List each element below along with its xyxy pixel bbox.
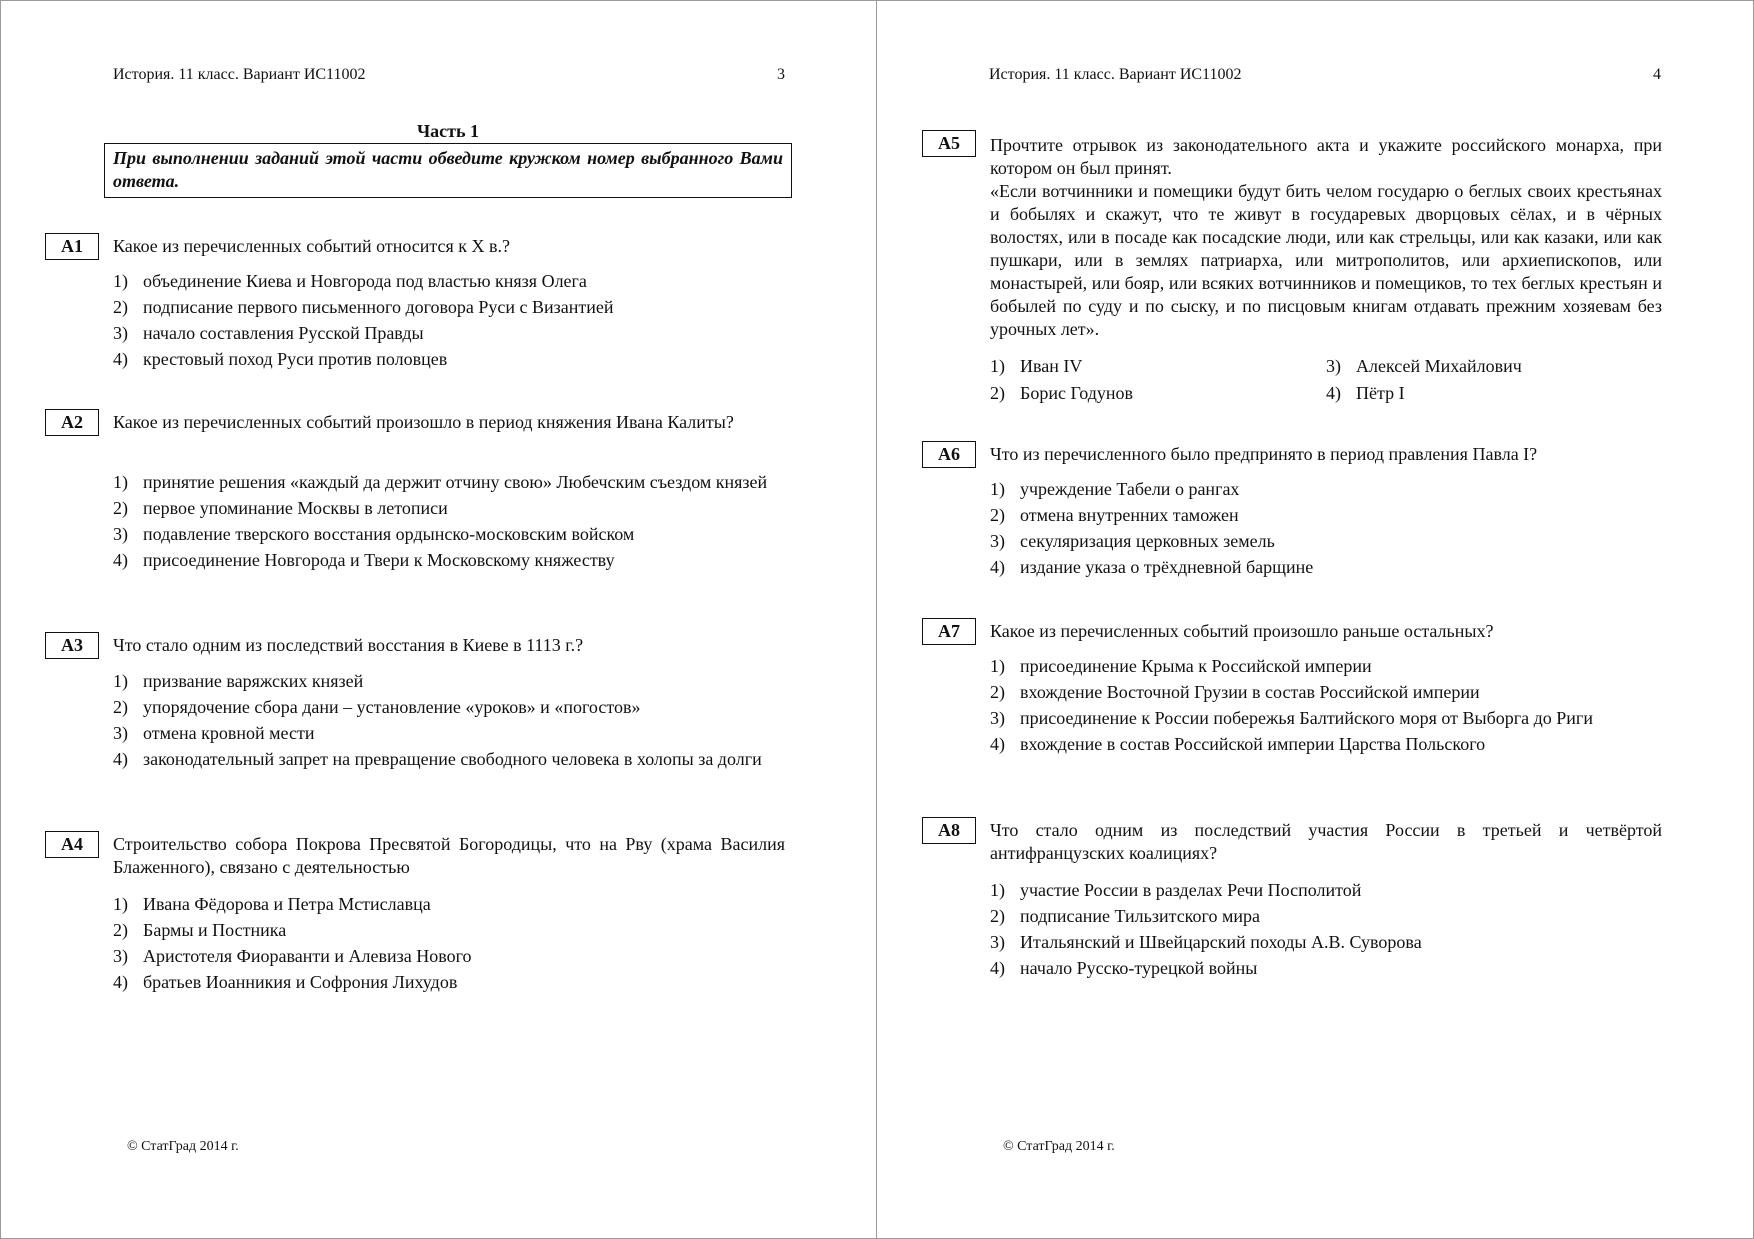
answer-option[interactable]: [113, 893, 785, 915]
answer-option[interactable]: [990, 504, 1662, 526]
option-number: 1): [113, 671, 128, 691]
page-header-title: История. 11 класс. Вариант ИС11002: [989, 66, 1242, 83]
question-text: Что стало одним из последствий восстания в Киеве в 1113 г.?: [113, 635, 584, 655]
answer-option[interactable]: [113, 270, 785, 292]
option-text: участие России в разделах Речи Посполитой: [1020, 880, 1362, 900]
option-number: 4): [990, 734, 1005, 754]
answer-option[interactable]: [990, 931, 1662, 953]
answer-option[interactable]: [113, 696, 785, 718]
answer-option[interactable]: [113, 296, 785, 318]
option-text: Аристотеля Фиораванти и Алевиза Нового: [143, 946, 472, 966]
option-number: 3): [1326, 356, 1341, 376]
page-header-title: История. 11 класс. Вариант ИС11002: [113, 66, 366, 83]
option-number: 2): [990, 682, 1005, 702]
answer-option[interactable]: [1326, 382, 1686, 404]
option-text: Ивана Фёдорова и Петра Мстиславца: [143, 894, 431, 914]
question-text: Что стало одним из последствий участия России в третьей и четвёртой антифранцузских коалициях?: [990, 820, 1662, 863]
option-text: Иван IV: [1020, 356, 1083, 376]
option-number: 3): [113, 946, 128, 966]
answer-option[interactable]: [113, 919, 785, 941]
answer-option[interactable]: [990, 478, 1662, 500]
option-text: присоединение Крыма к Российской империи: [1020, 656, 1372, 676]
option-text: вхождение Восточной Грузии в состав Российской империи: [1020, 682, 1480, 702]
option-text: подписание первого письменного договора Руси с Византией: [143, 297, 614, 317]
page-3: [0, 0, 876, 1239]
answer-options: [113, 893, 785, 997]
option-number: 4): [113, 550, 128, 570]
question-label: A1: [45, 233, 99, 260]
option-number: 1): [113, 472, 128, 492]
option-number: 2): [990, 505, 1005, 525]
option-number: 2): [113, 498, 128, 518]
answer-option[interactable]: [113, 971, 785, 993]
option-number: 4): [113, 749, 128, 769]
option-number: 1): [990, 656, 1005, 676]
option-text: упорядочение сбора дани – установление «уроков» и «погостов»: [143, 697, 641, 717]
answer-option[interactable]: [113, 549, 785, 571]
question-text: Строительство собора Покрова Пресвятой Богородицы, что на Рву (храма Василия Блаженного), связано с деятельностью: [113, 834, 785, 877]
option-text: начало Русско-турецкой войны: [1020, 958, 1258, 978]
option-number: 1): [990, 356, 1005, 376]
answer-option[interactable]: [990, 733, 1662, 755]
answer-option[interactable]: [990, 905, 1662, 927]
answer-option[interactable]: [113, 670, 785, 692]
option-number: 1): [990, 880, 1005, 900]
page-4: [877, 0, 1754, 1239]
answer-option[interactable]: [990, 681, 1662, 703]
option-number: 3): [990, 708, 1005, 728]
part-title: Часть 1: [416, 121, 480, 141]
answer-options: [990, 879, 1662, 983]
option-text: Итальянский и Швейцарский походы А.В. Суворова: [1020, 932, 1422, 952]
option-text: подписание Тильзитского мира: [1020, 906, 1260, 926]
option-number: 4): [113, 972, 128, 992]
option-text: принятие решения «каждый да держит отчину свою» Любечским съездом князей: [143, 472, 768, 492]
option-text: объединение Киева и Новгорода под властью князя Олега: [143, 271, 587, 291]
option-text: отмена кровной мести: [143, 723, 315, 743]
option-text: секуляризация церковных земель: [1020, 531, 1275, 551]
question-prompt: Прочтите отрывок из законодательного акта и укажите российского монарха, при котором он был принят.: [990, 135, 1662, 178]
instruction-box: При выполнении заданий этой части обведите кружком номер выбранного Вами ответа.: [104, 143, 792, 198]
question-text: [990, 134, 1662, 341]
option-text: крестовый поход Руси против половцев: [143, 349, 448, 369]
question-quote: «Если вотчинники и помещики будут бить челом государю о беглых своих крестьянах и бобылях и скажут, что те живут в государевых дворцовых сёлах, и в чёрных волостях, или в посаде как посадские люди, или как стрельцы, или как казаки, или как пушкари, или в землях патриарха, или митрополитов, или архиепископов, или монастырей, или бояр, или всяких вотчинников и помещиков, то тех беглых крестьян и бобылей по суду и по сыску, и по писцовым книгам отдавать прежним хозяевам без урочных лет».: [990, 181, 1662, 339]
option-text: призвание варяжских князей: [143, 671, 364, 691]
question-label: A8: [922, 817, 976, 844]
question-label: A4: [45, 831, 99, 858]
answer-option[interactable]: [113, 497, 785, 519]
answer-options: [113, 670, 785, 774]
answer-option[interactable]: [113, 722, 785, 744]
option-text: учреждение Табели о рангах: [1020, 479, 1240, 499]
copyright-footer: © СтатГрад 2014 г.: [1003, 1139, 1115, 1154]
option-number: 3): [990, 932, 1005, 952]
answer-options: [113, 471, 785, 575]
option-text: отмена внутренних таможен: [1020, 505, 1239, 525]
answer-options: [990, 655, 1662, 759]
question-label: A3: [45, 632, 99, 659]
option-text: подавление тверского восстания ордынско-московским войском: [143, 524, 635, 544]
option-text: законодательный запрет на превращение свободного человека в холопы за долги: [143, 749, 762, 769]
answer-option[interactable]: [113, 523, 785, 545]
answer-option[interactable]: [990, 655, 1662, 677]
answer-option[interactable]: [113, 945, 785, 967]
option-text: присоединение к России побережья Балтийского моря от Выборга до Риги: [1020, 708, 1593, 728]
question-text: Какое из перечисленных событий произошло раньше остальных?: [990, 621, 1494, 641]
answer-option[interactable]: [113, 748, 785, 770]
question-text: Какое из перечисленных событий относится к X в.?: [113, 236, 511, 256]
answer-option[interactable]: [990, 957, 1662, 979]
answer-option[interactable]: [990, 879, 1662, 901]
option-text: Пётр I: [1356, 383, 1405, 403]
option-text: Алексей Михайлович: [1356, 356, 1522, 376]
page-number: 4: [1653, 66, 1661, 83]
option-number: 1): [990, 479, 1005, 499]
question-label: A6: [922, 441, 976, 468]
answer-option[interactable]: [990, 382, 1350, 404]
answer-option[interactable]: [990, 707, 1662, 729]
option-text: вхождение в состав Российской империи Царства Польского: [1020, 734, 1486, 754]
option-text: Борис Годунов: [1020, 383, 1134, 403]
option-text: издание указа о трёхдневной барщине: [1020, 557, 1314, 577]
answer-option[interactable]: [1326, 355, 1686, 377]
option-number: 3): [113, 723, 128, 743]
answer-options: [990, 478, 1662, 582]
option-number: 2): [990, 383, 1005, 403]
answer-option[interactable]: [113, 348, 785, 370]
option-number: 4): [990, 557, 1005, 577]
option-text: Бармы и Постника: [143, 920, 287, 940]
answer-option[interactable]: [990, 556, 1662, 578]
answer-option[interactable]: [113, 322, 785, 344]
option-number: 2): [113, 297, 128, 317]
option-number: 3): [990, 531, 1005, 551]
answer-option[interactable]: [113, 471, 785, 493]
option-number: 2): [113, 697, 128, 717]
option-text: братьев Иоанникия и Софрония Лихудов: [143, 972, 458, 992]
answer-option[interactable]: [990, 355, 1350, 377]
option-number: 1): [113, 894, 128, 914]
option-number: 2): [990, 906, 1005, 926]
option-text: начало составления Русской Правды: [143, 323, 424, 343]
option-number: 4): [1326, 383, 1341, 403]
option-number: 3): [113, 524, 128, 544]
question-label: A2: [45, 409, 99, 436]
option-text: присоединение Новгорода и Твери к Московскому княжеству: [143, 550, 615, 570]
answer-options: [113, 270, 785, 374]
question-text: Какое из перечисленных событий произошло в период княжения Ивана Калиты?: [113, 412, 734, 432]
option-number: 4): [990, 958, 1005, 978]
copyright-footer: © СтатГрад 2014 г.: [127, 1139, 239, 1154]
option-number: 1): [113, 271, 128, 291]
option-number: 3): [113, 323, 128, 343]
question-text: Что из перечисленного было предпринято в период правления Павла I?: [990, 444, 1538, 464]
answer-option[interactable]: [990, 530, 1662, 552]
option-text: первое упоминание Москвы в летописи: [143, 498, 448, 518]
page-number: 3: [777, 66, 785, 83]
question-label: A5: [922, 130, 976, 157]
option-number: 2): [113, 920, 128, 940]
question-label: A7: [922, 618, 976, 645]
option-number: 4): [113, 349, 128, 369]
